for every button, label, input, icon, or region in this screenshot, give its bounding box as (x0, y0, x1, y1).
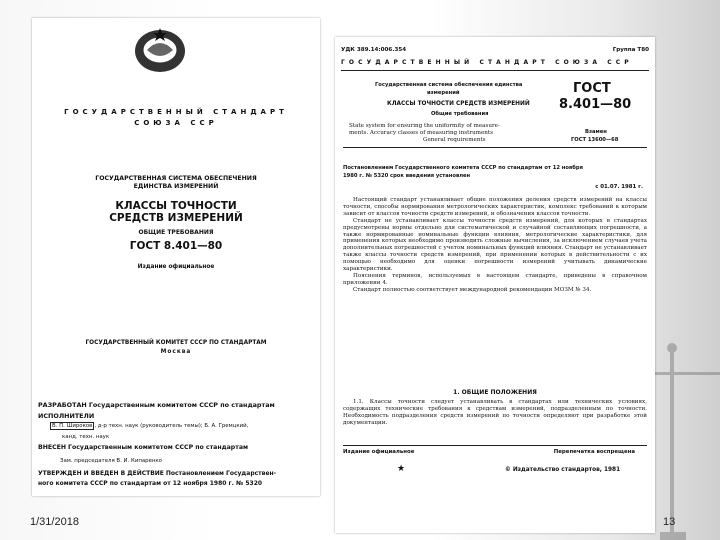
english-line1: State system for ensuring the uniformity of measure- (349, 123, 500, 129)
decree-line2: 1980 г. № 5320 срок введения установлен (343, 173, 471, 179)
footer-reprint: Перепечатка воспрещена (553, 449, 635, 455)
section-title: 1. ОБЩИЕ ПОЛОЖЕНИЯ (453, 389, 537, 396)
section-body (343, 399, 647, 427)
cover-gost-code: ГОСТ 8.401—80 (129, 240, 223, 252)
body-text (343, 197, 647, 294)
decree-line1: Постановлением Государственного комитета СССР по стандартам от 12 ноября (343, 165, 583, 171)
deputy-line: Зам. председателя В. И. Кипаренко (60, 458, 162, 464)
group-code: Группа Т80 (612, 47, 649, 53)
performer-line (50, 423, 248, 429)
introduced-prefix: ВНЕСЕН (38, 444, 67, 451)
cover-header-line2: СОЮЗА ССР (134, 119, 218, 127)
paragraph-scope: Стандарт не устанавливает классы точности средств измерений, для которых в стандартах предусмотрены нормы отдельно для систематической и случайной составляющих погрешности, а также нормированные номинальные функции влияния, метрологические характеристики, для применения которых необходимо производить сложные вычисления, за исключением случаев учета дополнительных погрешностей с учетом номинальных функций влияния. Стандарт не устанавливает также классы точности средств измерений, при применении которых в действительности с их помощью необходимо для оценки погрешности измерений учитывать динамические характеристики. (343, 217, 647, 273)
cover-system-line2: ЕДИНСТВА ИЗМЕРЕНИЙ (133, 183, 219, 190)
slide-number: 13 (663, 516, 676, 528)
paragraph-oiml: Стандарт полностью соответствует международной рекомендации МОЗМ № 34. (353, 286, 592, 293)
gost-label: ГОСТ (573, 81, 611, 96)
text-page-subtitle: Общие требования (431, 111, 489, 117)
approved-prefix: УТВЕРЖДЕН И ВВЕДЕН В ДЕЙСТВИЕ (38, 470, 164, 477)
approved-text: Постановлением Государствен- (165, 470, 277, 477)
cover-system-line1: ГОСУДАРСТВЕННАЯ СИСТЕМА ОБЕСПЕЧЕНИЯ (95, 175, 257, 182)
star-icon: ★ (397, 464, 406, 474)
cover-subtitle: ОБЩИЕ ТРЕБОВАНИЯ (138, 229, 214, 236)
cover-title-line2: СРЕДСТВ ИЗМЕРЕНИЙ (109, 212, 243, 224)
developed-text: Государственным комитетом СССР по стандартам (88, 401, 275, 409)
footer-edition: Издание официальное (343, 449, 415, 455)
replace-label: Взамен (585, 129, 607, 135)
copyright: © Издательство стандартов, 1981 (505, 467, 621, 473)
cover-header: ГОСУДАРСТВЕННЫЙ СТАНДАРТ (64, 108, 288, 116)
cover-title-line1: КЛАССЫ ТОЧНОСТИ (115, 200, 237, 212)
approved-line2: ного комитета СССР по стандартам от 12 ноября 1980 г. № 5320 (38, 480, 263, 487)
performer-line2: канд. техн. наук (62, 434, 110, 440)
document-cover-page (32, 18, 320, 496)
header-rule (341, 70, 649, 71)
system-line2: измерений (427, 90, 460, 96)
system-line1: Государственная система обеспечения единства (375, 82, 523, 88)
introduced-line (38, 444, 248, 451)
paragraph-terms: Пояснения терминов, используемых в настоящем стандарте, приведены в справочном приложении 4. (343, 272, 647, 286)
title-block-rule (343, 147, 647, 148)
english-line3: General requirements (423, 137, 486, 143)
document-text-page (335, 37, 655, 533)
gost-code: 8.401—80 (559, 97, 632, 112)
replace-code: ГОСТ 13600—68 (571, 137, 619, 143)
performer-rest: , д-р техн. наук (руководитель темы); Б. А. Гремцкий, (94, 423, 249, 429)
text-page-header: ГОСУДАРСТВЕННЫЙ СТАНДАРТ СОЮЗА ССР (341, 59, 633, 66)
approved-line (38, 470, 276, 477)
slide-date: 1/31/2018 (30, 516, 79, 528)
developed-prefix: РАЗРАБОТАН (38, 401, 87, 409)
paragraph-intro: Настоящий стандарт устанавливает общие положения деления средств измерений на классы точности, способы нормирования метрологических характеристик, комплекс требований к которым зависит от классов точности средств измерений, и обозначения классов точности. (343, 197, 647, 217)
text-page-title: КЛАССЫ ТОЧНОСТИ СРЕДСТВ ИЗМЕРЕНИЙ (387, 101, 530, 107)
cover-city: Москва (160, 349, 192, 355)
state-emblem-icon (132, 26, 188, 74)
developed-line (38, 401, 275, 409)
udk-code: УДК 389.14:006.354 (341, 47, 407, 53)
cover-committee: ГОСУДАРСТВЕННЫЙ КОМИТЕТ СССР ПО СТАНДАРТАМ (85, 340, 267, 346)
introduced-text: Государственным комитетом СССР по стандартам (68, 444, 249, 451)
performers-heading: ИСПОЛНИТЕЛИ (38, 412, 95, 420)
decree-date: с 01.07. 1981 г. (595, 184, 643, 190)
performer-name: В. П. Широков (52, 423, 93, 429)
english-line2: ments. Accuracy classes of measuring instruments (349, 130, 494, 136)
section-paragraph: 1.1. Классы точности следует устанавливать в стандартах или технических условиях, содержащих технические требования к средствам измерений, подразделенным по точности. Необходимость подразделения средств измерений по точности определяют при разработке этой документации. (343, 399, 647, 426)
cover-edition: Издание официальное (137, 264, 215, 270)
footer-rule (343, 445, 647, 446)
